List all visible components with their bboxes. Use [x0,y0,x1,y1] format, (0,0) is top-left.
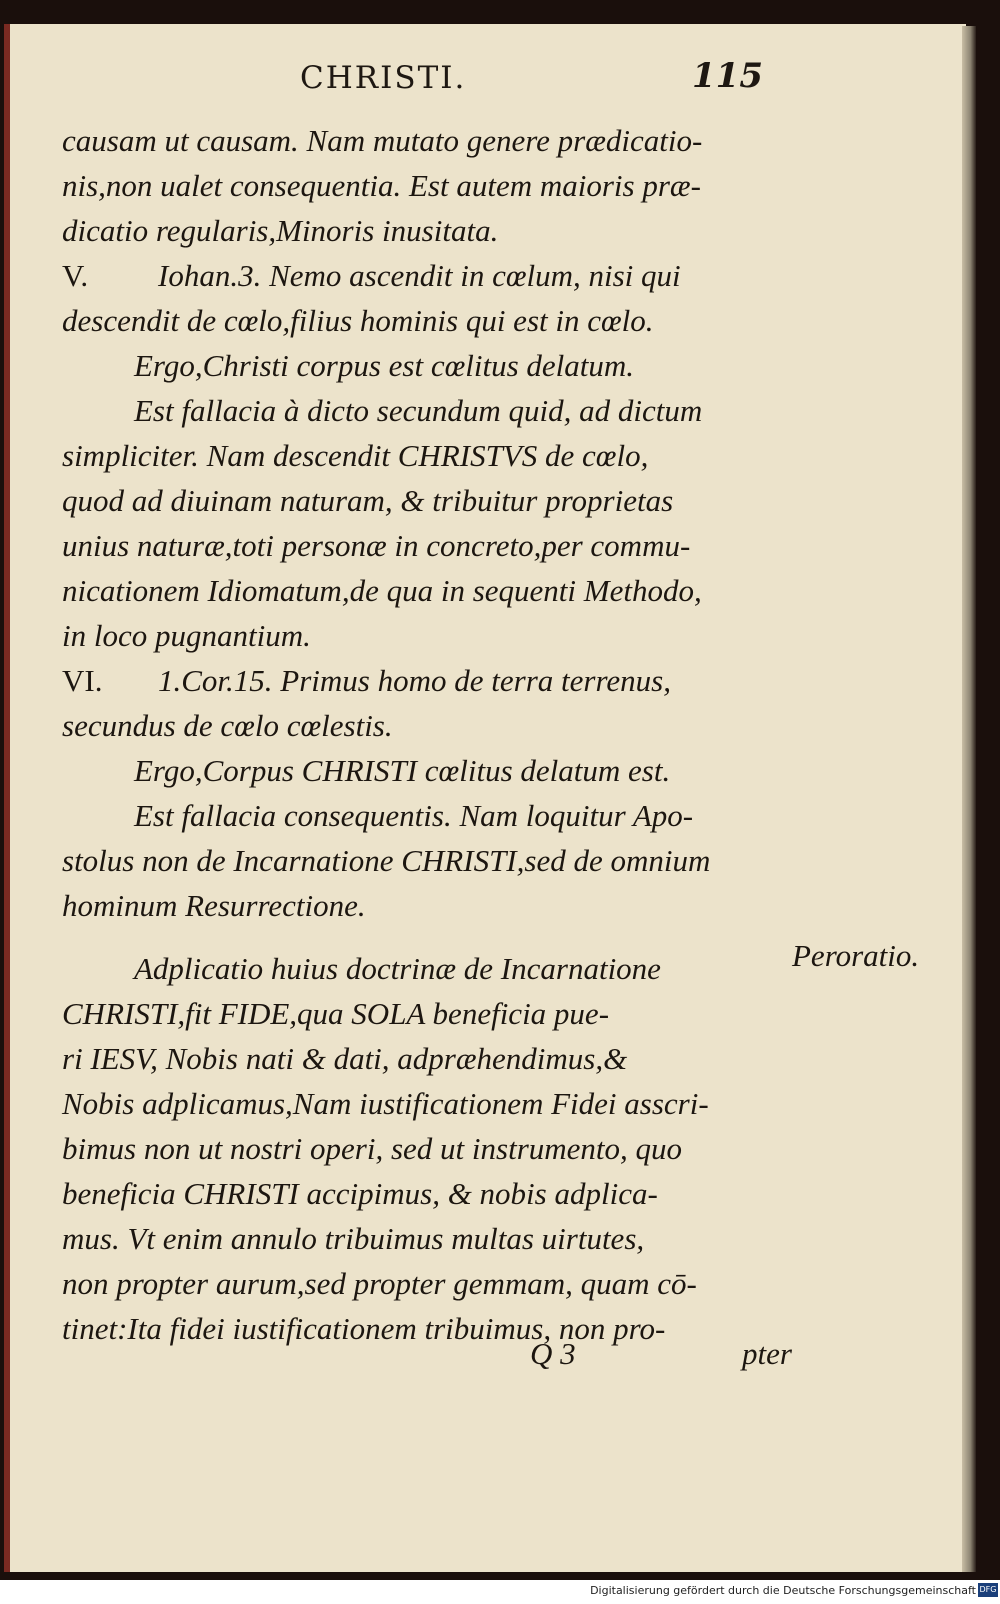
main-text [62,118,822,1351]
argument-number: V. [62,258,89,293]
catchword: pter [742,1336,792,1371]
paragraph-gap [62,928,822,946]
text-line: hominum Resurrectione. [62,888,366,923]
text-line: in loco pugnantium. [62,618,311,653]
text-line: mus. Vt enim annulo tribuimus multas uirtutes, [62,1221,645,1256]
text-line: Nobis adplicamus,Nam iustificationem Fidei asscri- [62,1086,709,1121]
text-line: beneficia CHRISTI accipimus, & nobis adplica- [62,1176,658,1211]
page-edge [962,26,976,1572]
text-line [62,658,822,703]
text-line: bimus non ut nostri operi, sed ut instrumento, quo [62,1131,683,1166]
text-line: unius naturæ,toti personæ in concreto,per commu- [62,528,691,563]
text-line: Est fallacia à dicto secundum quid, ad dictum [134,393,703,428]
text-line: nis,non ualet consequentia. Est autem maioris præ- [62,168,701,203]
credit-bar [0,1580,1000,1604]
text-line: ri IESV, Nobis nati & dati, adpræhendimus,& [62,1041,628,1076]
text-line: stolus non de Incarnatione CHRISTI,sed de omnium [62,843,711,878]
digitization-credit: Digitalisierung gefördert durch die Deutsche Forschungsgemeinschaft [590,1584,976,1597]
running-head [280,42,800,102]
dfg-logo: DFG [978,1583,998,1597]
text-line: non propter aurum,sed propter gemmam, quam cō- [62,1266,697,1301]
text-line: quod ad diuinam naturam, & tribuitur proprietas [62,483,674,518]
text-line-content: Iohan.3. Nemo ascendit in cœlum, nisi qui [158,258,681,293]
text-line: Ergo,Christi corpus est cœlitus delatum. [134,348,635,383]
text-line: causam ut causam. Nam mutato genere prædicatio- [62,123,703,158]
text-line: CHRISTI,fit FIDE,qua SOLA beneficia pue- [62,996,610,1031]
marginal-note: Peroratio. [792,938,920,973]
running-title: CHRISTI. [300,60,467,96]
text-line: Adplicatio huius doctrinæ de Incarnatione [134,951,661,986]
text-line: nicationem Idiomatum,de qua in sequenti Methodo, [62,573,702,608]
page-footer [530,1336,830,1386]
text-line: Est fallacia consequentis. Nam loquitur Apo- [134,798,694,833]
text-line: descendit de cœlo,filius hominis qui est in cœlo. [62,303,654,338]
text-line: dicatio regularis,Minoris inusitata. [62,213,499,248]
text-line: simpliciter. Nam descendit CHRISTVS de cœlo, [62,438,649,473]
signature-mark: Q 3 [530,1336,576,1371]
text-line-content: 1.Cor.15. Primus homo de terra terrenus, [158,663,671,698]
text-line: secundus de cœlo cœlestis. [62,708,393,743]
argument-number: VI. [62,663,103,698]
text-line: tinet:Ita fidei iustificationem tribuimus, non pro- [62,1311,666,1346]
text-line: Ergo,Corpus CHRISTI cœlitus delatum est. [134,753,671,788]
text-line [62,253,822,298]
folio-number: 115 [692,56,763,96]
